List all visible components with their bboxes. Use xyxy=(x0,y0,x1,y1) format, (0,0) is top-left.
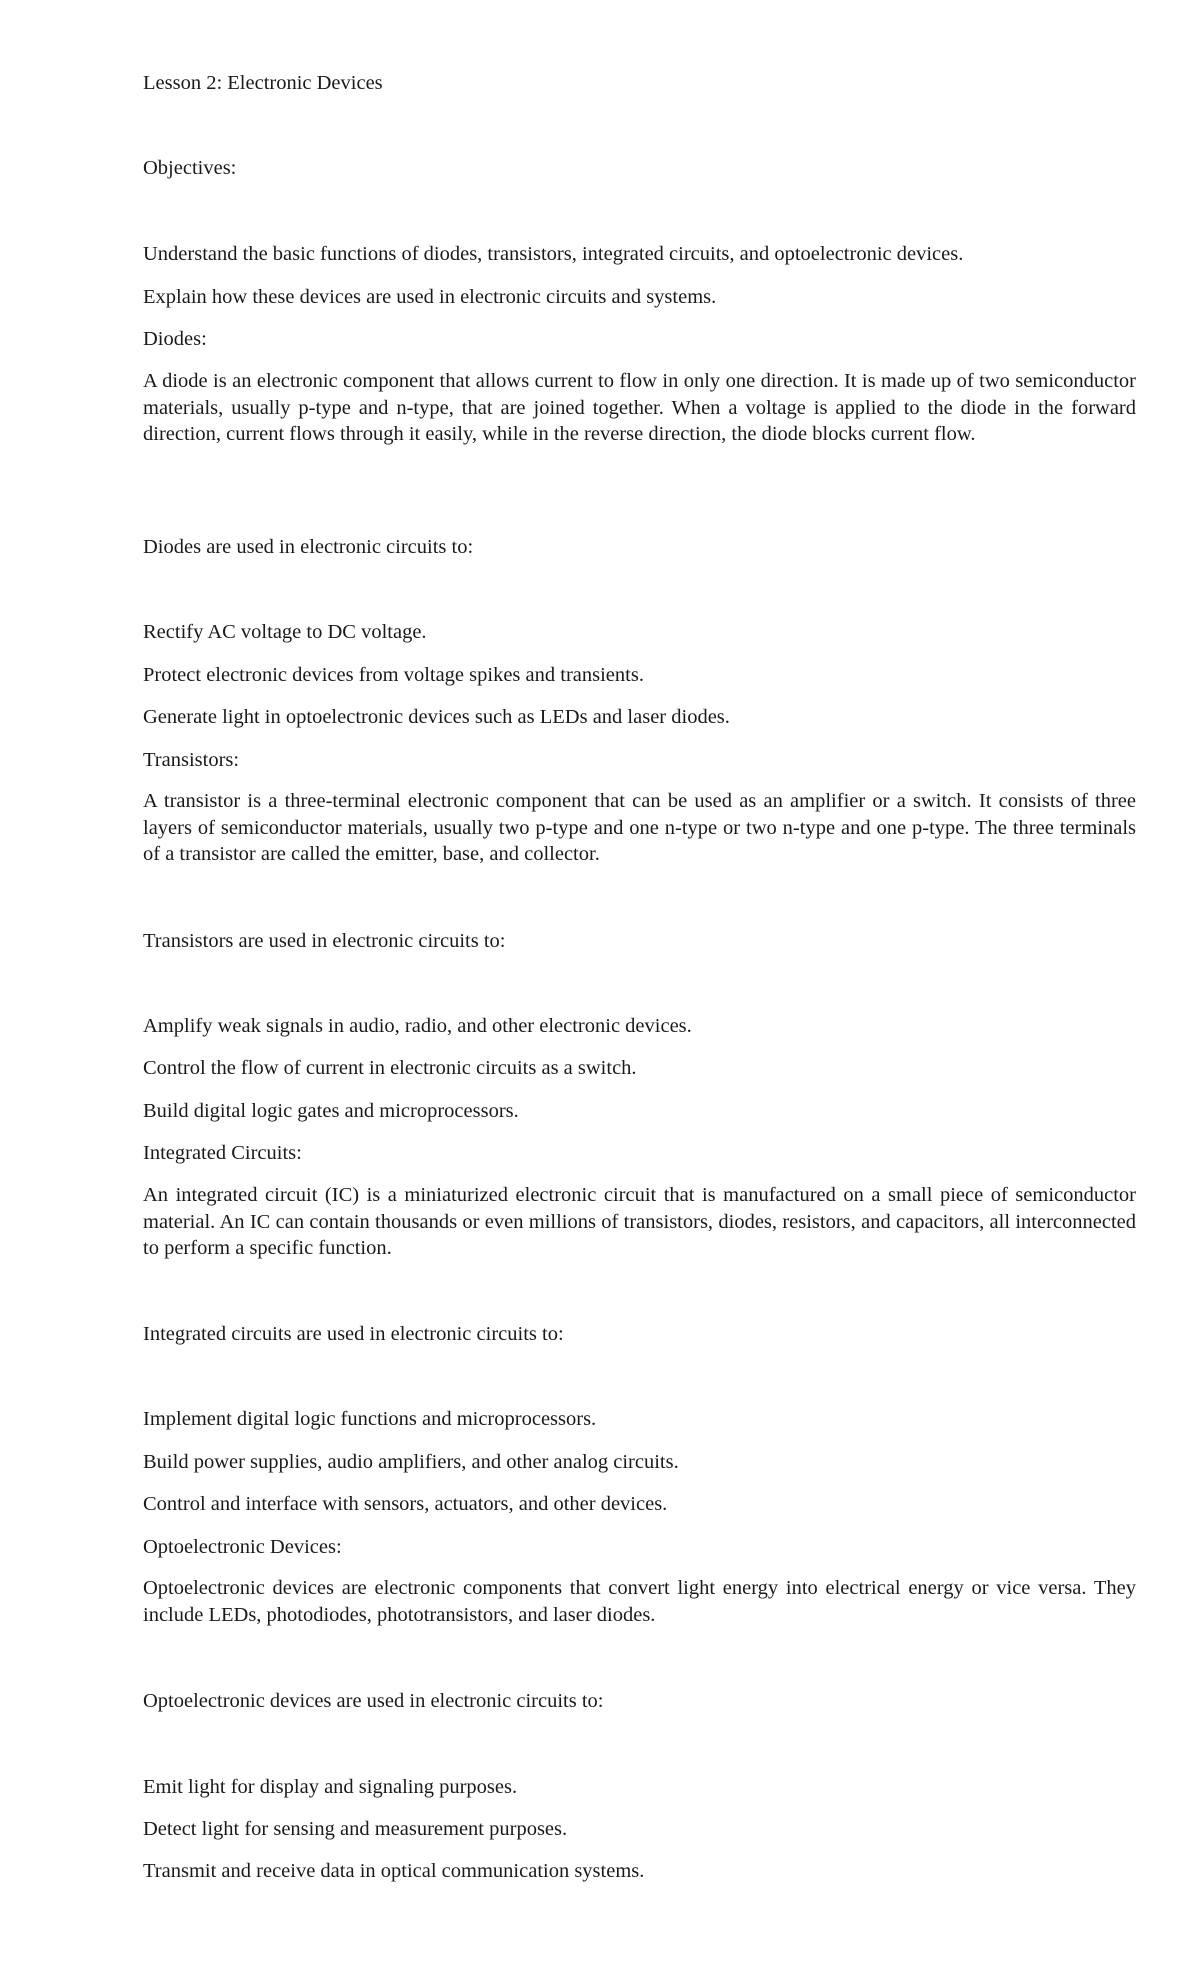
transistors-heading: Transistors: xyxy=(143,749,240,771)
optoelectronic-heading: Optoelectronic Devices: xyxy=(143,1536,342,1558)
optoelectronic-use-item: Detect light for sensing and measurement purposes. xyxy=(143,1818,568,1840)
objective-item: Explain how these devices are used in electronic circuits and systems. xyxy=(143,286,717,308)
transistors-uses-intro: Transistors are used in electronic circuits to: xyxy=(143,930,506,952)
diodes-use-item: Rectify AC voltage to DC voltage. xyxy=(143,621,427,643)
ic-use-item: Build power supplies, audio amplifiers, and other analog circuits. xyxy=(143,1451,679,1473)
diodes-heading: Diodes: xyxy=(143,328,207,350)
optoelectronic-uses-intro: Optoelectronic devices are used in electronic circuits to: xyxy=(143,1690,604,1712)
lesson-title: Lesson 2: Electronic Devices xyxy=(143,72,383,94)
transistors-use-item: Amplify weak signals in audio, radio, and other electronic devices. xyxy=(143,1015,692,1037)
optoelectronic-use-item: Emit light for display and signaling purposes. xyxy=(143,1776,518,1798)
diodes-paragraph: A diode is an electronic component that allows current to flow in only one direction. It is made up of two semiconductor materials, usually p-type and n-type, that are joined together. When a voltage is applied to the diode in the forward direction, current flows through it easily, while in the reverse direction, the diode blocks current flow. xyxy=(143,370,1136,445)
diodes-use-item: Protect electronic devices from voltage spikes and transients. xyxy=(143,664,644,686)
ic-use-item: Implement digital logic functions and microprocessors. xyxy=(143,1408,597,1430)
objectives-heading: Objectives: xyxy=(143,157,237,179)
transistors-paragraph: A transistor is a three-terminal electronic component that can be used as an amplifier or a switch. It consists of three layers of semiconductor materials, usually two p-type and one n-type or two n-type and one p-type. The three terminals of a transistor are called the emitter, base, and collector. xyxy=(143,790,1136,865)
optoelectronic-use-item: Transmit and receive data in optical communication systems. xyxy=(143,1860,645,1882)
ic-heading: Integrated Circuits: xyxy=(143,1142,302,1164)
objective-item: Understand the basic functions of diodes, transistors, integrated circuits, and optoelectronic devices. xyxy=(143,243,964,265)
diodes-use-item: Generate light in optoelectronic devices such as LEDs and laser diodes. xyxy=(143,706,730,728)
diodes-uses-intro: Diodes are used in electronic circuits to: xyxy=(143,536,474,558)
transistors-use-item: Build digital logic gates and microprocessors. xyxy=(143,1100,519,1122)
ic-uses-intro: Integrated circuits are used in electronic circuits to: xyxy=(143,1323,564,1345)
transistors-use-item: Control the flow of current in electronic circuits as a switch. xyxy=(143,1057,637,1079)
ic-paragraph: An integrated circuit (IC) is a miniaturized electronic circuit that is manufactured on a small piece of semiconductor material. An IC can contain thousands or even millions of transistors, diodes, resistors, and capacitors, all interconnected to perform a specific function. xyxy=(143,1184,1136,1259)
optoelectronic-paragraph: Optoelectronic devices are electronic components that convert light energy into electrical energy or vice versa. They include LEDs, photodiodes, phototransistors, and laser diodes. xyxy=(143,1577,1136,1626)
ic-use-item: Control and interface with sensors, actuators, and other devices. xyxy=(143,1493,668,1515)
